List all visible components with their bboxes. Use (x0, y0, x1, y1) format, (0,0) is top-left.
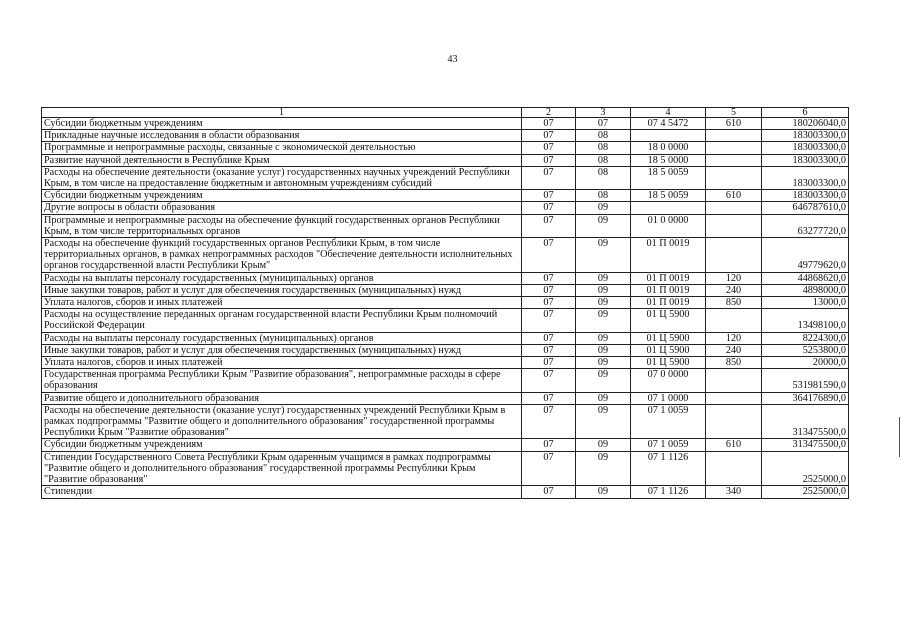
table-row (42, 202, 849, 214)
column-header-section: 2 (522, 108, 576, 118)
row-section-cell: 07 (522, 118, 576, 130)
row-expense-type-cell: 610 (706, 439, 762, 451)
row-name-cell: Прикладные научные исследования в области образования (42, 130, 522, 142)
row-amount-cell: 2525000,0 (762, 486, 849, 498)
row-subsection-cell: 08 (576, 166, 631, 189)
row-amount-cell: 63277720,0 (762, 214, 849, 237)
row-amount-cell: 49779620,0 (762, 238, 849, 273)
row-name-cell: Субсидии бюджетным учреждениям (42, 118, 522, 130)
row-name-cell: Государственная программа Республики Крым "Развитие образования", непрограммные расходы в сфере образования (42, 369, 522, 392)
row-section-cell: 07 (522, 451, 576, 486)
table-row (42, 130, 849, 142)
row-section-cell: 07 (522, 238, 576, 273)
row-name-cell: Расходы на обеспечение функций государственных органов Республики Крым, в том числе территориальных органов, в рамках непрограммных расходов "Обеспечение деятельности исполнительных органов государственной власти Республики Крым" (42, 238, 522, 273)
table-row (42, 451, 849, 486)
row-name-cell: Развитие общего и дополнительного образования (42, 392, 522, 404)
row-name-cell: Иные закупки товаров, работ и услуг для обеспечения государственных (муниципальных) нужд (42, 344, 522, 356)
row-expense-type-cell (706, 142, 762, 154)
row-section-cell: 07 (522, 272, 576, 284)
row-name-cell: Расходы на обеспечение деятельности (оказание услуг) государственных учреждений Республики Крым в рамках подпрограммы "Развитие общего и дополнительного образования" государственной программы Республики Крым "Развитие образования" (42, 404, 522, 439)
row-name-cell: Расходы на выплаты персоналу государственных (муниципальных) органов (42, 272, 522, 284)
table-row (42, 190, 849, 202)
column-header-amount: 6 (762, 108, 849, 118)
row-amount-cell: 183003300,0 (762, 142, 849, 154)
row-expense-type-cell (706, 214, 762, 237)
row-section-cell: 07 (522, 392, 576, 404)
row-subsection-cell: 09 (576, 357, 631, 369)
table-row (42, 404, 849, 439)
table-row (42, 272, 849, 284)
row-expense-type-cell (706, 202, 762, 214)
row-target-item-cell: 01 Ц 5900 (631, 332, 706, 344)
row-amount-cell: 183003300,0 (762, 190, 849, 202)
row-section-cell: 07 (522, 297, 576, 309)
row-target-item-cell: 07 1 0059 (631, 404, 706, 439)
row-expense-type-cell (706, 154, 762, 166)
budget-table (41, 107, 849, 499)
row-target-item-cell: 18 5 0059 (631, 166, 706, 189)
row-section-cell: 07 (522, 142, 576, 154)
row-amount-cell: 531981590,0 (762, 369, 849, 392)
row-expense-type-cell (706, 166, 762, 189)
row-subsection-cell: 09 (576, 392, 631, 404)
column-header-name: 1 (42, 108, 522, 118)
row-expense-type-cell: 850 (706, 357, 762, 369)
row-amount-cell: 2525000,0 (762, 451, 849, 486)
row-amount-cell: 13498100,0 (762, 309, 849, 332)
row-name-cell: Расходы на осуществление переданных органам государственной власти Республики Крым полномочий Российской Федерации (42, 309, 522, 332)
row-section-cell: 07 (522, 130, 576, 142)
row-section-cell: 07 (522, 214, 576, 237)
row-target-item-cell (631, 130, 706, 142)
row-target-item-cell: 01 П 0019 (631, 284, 706, 296)
row-amount-cell: 646787610,0 (762, 202, 849, 214)
row-section-cell: 07 (522, 486, 576, 498)
row-name-cell: Стипендии (42, 486, 522, 498)
row-section-cell: 07 (522, 439, 576, 451)
row-subsection-cell: 08 (576, 154, 631, 166)
row-target-item-cell: 07 1 0059 (631, 439, 706, 451)
table-row (42, 214, 849, 237)
row-amount-cell: 20000,0 (762, 357, 849, 369)
row-subsection-cell: 09 (576, 439, 631, 451)
row-target-item-cell: 07 1 1126 (631, 486, 706, 498)
row-subsection-cell: 09 (576, 202, 631, 214)
row-section-cell: 07 (522, 344, 576, 356)
table-row (42, 486, 849, 498)
table-row (42, 154, 849, 166)
table-row (42, 439, 849, 451)
row-target-item-cell: 07 0 0000 (631, 369, 706, 392)
table-row (42, 166, 849, 189)
row-expense-type-cell (706, 130, 762, 142)
row-section-cell: 07 (522, 202, 576, 214)
row-expense-type-cell: 120 (706, 272, 762, 284)
table-header (42, 108, 849, 118)
row-section-cell: 07 (522, 154, 576, 166)
row-amount-cell: 183003300,0 (762, 166, 849, 189)
row-subsection-cell: 09 (576, 238, 631, 273)
table-row (42, 309, 849, 332)
row-target-item-cell: 18 0 0000 (631, 142, 706, 154)
row-name-cell: Расходы на обеспечение деятельности (оказание услуг) государственных научных учреждений Республики Крым, в том числе на предоставление бюджетным и автономным учреждениям субсидий (42, 166, 522, 189)
row-expense-type-cell (706, 369, 762, 392)
row-target-item-cell: 01 П 0019 (631, 297, 706, 309)
row-name-cell: Программные и непрограммные расходы, связанные с экономической деятельностью (42, 142, 522, 154)
row-section-cell: 07 (522, 166, 576, 189)
table-row (42, 332, 849, 344)
row-name-cell: Стипендии Государственного Совета Республики Крым одаренным учащимся в рамках подпрограммы "Развитие общего и дополнительного образования" государственной программы Республики Крым "Развитие образования" (42, 451, 522, 486)
row-name-cell: Иные закупки товаров, работ и услуг для обеспечения государственных (муниципальных) нужд (42, 284, 522, 296)
scan-edge-mark (899, 417, 900, 457)
row-name-cell: Субсидии бюджетным учреждениям (42, 439, 522, 451)
row-subsection-cell: 08 (576, 190, 631, 202)
row-section-cell: 07 (522, 369, 576, 392)
row-subsection-cell: 09 (576, 284, 631, 296)
row-expense-type-cell: 240 (706, 344, 762, 356)
row-name-cell: Субсидии бюджетным учреждениям (42, 190, 522, 202)
row-target-item-cell: 18 5 0000 (631, 154, 706, 166)
row-section-cell: 07 (522, 357, 576, 369)
row-target-item-cell: 01 П 0019 (631, 238, 706, 273)
row-target-item-cell: 01 Ц 5900 (631, 344, 706, 356)
row-expense-type-cell: 610 (706, 118, 762, 130)
table-row (42, 118, 849, 130)
row-subsection-cell: 09 (576, 332, 631, 344)
table-row (42, 284, 849, 296)
row-target-item-cell: 01 П 0019 (631, 272, 706, 284)
row-target-item-cell: 07 1 0000 (631, 392, 706, 404)
page-number: 43 (447, 54, 458, 65)
row-section-cell: 07 (522, 404, 576, 439)
row-subsection-cell: 07 (576, 118, 631, 130)
table-row (42, 392, 849, 404)
row-subsection-cell: 09 (576, 369, 631, 392)
row-target-item-cell: 07 4 5472 (631, 118, 706, 130)
row-expense-type-cell: 610 (706, 190, 762, 202)
column-header-target-item: 4 (631, 108, 706, 118)
table-row (42, 297, 849, 309)
row-target-item-cell: 01 Ц 5900 (631, 357, 706, 369)
row-amount-cell: 8224300,0 (762, 332, 849, 344)
column-header-expense-type: 5 (706, 108, 762, 118)
row-subsection-cell: 09 (576, 297, 631, 309)
row-amount-cell: 364176890,0 (762, 392, 849, 404)
table-row (42, 238, 849, 273)
row-subsection-cell: 09 (576, 309, 631, 332)
row-subsection-cell: 09 (576, 214, 631, 237)
row-name-cell: Развитие научной деятельности в Республике Крым (42, 154, 522, 166)
row-section-cell: 07 (522, 332, 576, 344)
header-row (42, 108, 849, 118)
row-target-item-cell: 07 1 1126 (631, 451, 706, 486)
row-amount-cell: 313475500,0 (762, 404, 849, 439)
row-target-item-cell: 01 0 0000 (631, 214, 706, 237)
row-amount-cell: 5253800,0 (762, 344, 849, 356)
row-expense-type-cell: 120 (706, 332, 762, 344)
row-amount-cell: 180206040,0 (762, 118, 849, 130)
row-subsection-cell: 09 (576, 486, 631, 498)
table-row (42, 357, 849, 369)
row-subsection-cell: 08 (576, 142, 631, 154)
row-expense-type-cell: 340 (706, 486, 762, 498)
row-name-cell: Программные и непрограммные расходы на обеспечение функций государственных органов Республики Крым, в том числе территориальных органов (42, 214, 522, 237)
row-expense-type-cell (706, 238, 762, 273)
table-row (42, 142, 849, 154)
row-amount-cell: 183003300,0 (762, 130, 849, 142)
row-subsection-cell: 09 (576, 451, 631, 486)
column-header-subsection: 3 (576, 108, 631, 118)
table-row (42, 344, 849, 356)
row-section-cell: 07 (522, 309, 576, 332)
row-amount-cell: 313475500,0 (762, 439, 849, 451)
row-target-item-cell: 18 5 0059 (631, 190, 706, 202)
row-subsection-cell: 08 (576, 130, 631, 142)
row-subsection-cell: 09 (576, 344, 631, 356)
row-expense-type-cell (706, 404, 762, 439)
row-expense-type-cell (706, 451, 762, 486)
row-amount-cell: 13000,0 (762, 297, 849, 309)
row-expense-type-cell (706, 309, 762, 332)
row-name-cell: Расходы на выплаты персоналу государственных (муниципальных) органов (42, 332, 522, 344)
row-subsection-cell: 09 (576, 404, 631, 439)
row-name-cell: Уплата налогов, сборов и иных платежей (42, 357, 522, 369)
row-expense-type-cell: 240 (706, 284, 762, 296)
row-subsection-cell: 09 (576, 272, 631, 284)
row-expense-type-cell: 850 (706, 297, 762, 309)
row-amount-cell: 44868620,0 (762, 272, 849, 284)
row-name-cell: Уплата налогов, сборов и иных платежей (42, 297, 522, 309)
table-body (42, 118, 849, 499)
row-target-item-cell (631, 202, 706, 214)
row-target-item-cell: 01 Ц 5900 (631, 309, 706, 332)
table-row (42, 369, 849, 392)
row-amount-cell: 4898000,0 (762, 284, 849, 296)
row-section-cell: 07 (522, 284, 576, 296)
row-expense-type-cell (706, 392, 762, 404)
row-name-cell: Другие вопросы в области образования (42, 202, 522, 214)
row-section-cell: 07 (522, 190, 576, 202)
row-amount-cell: 183003300,0 (762, 154, 849, 166)
